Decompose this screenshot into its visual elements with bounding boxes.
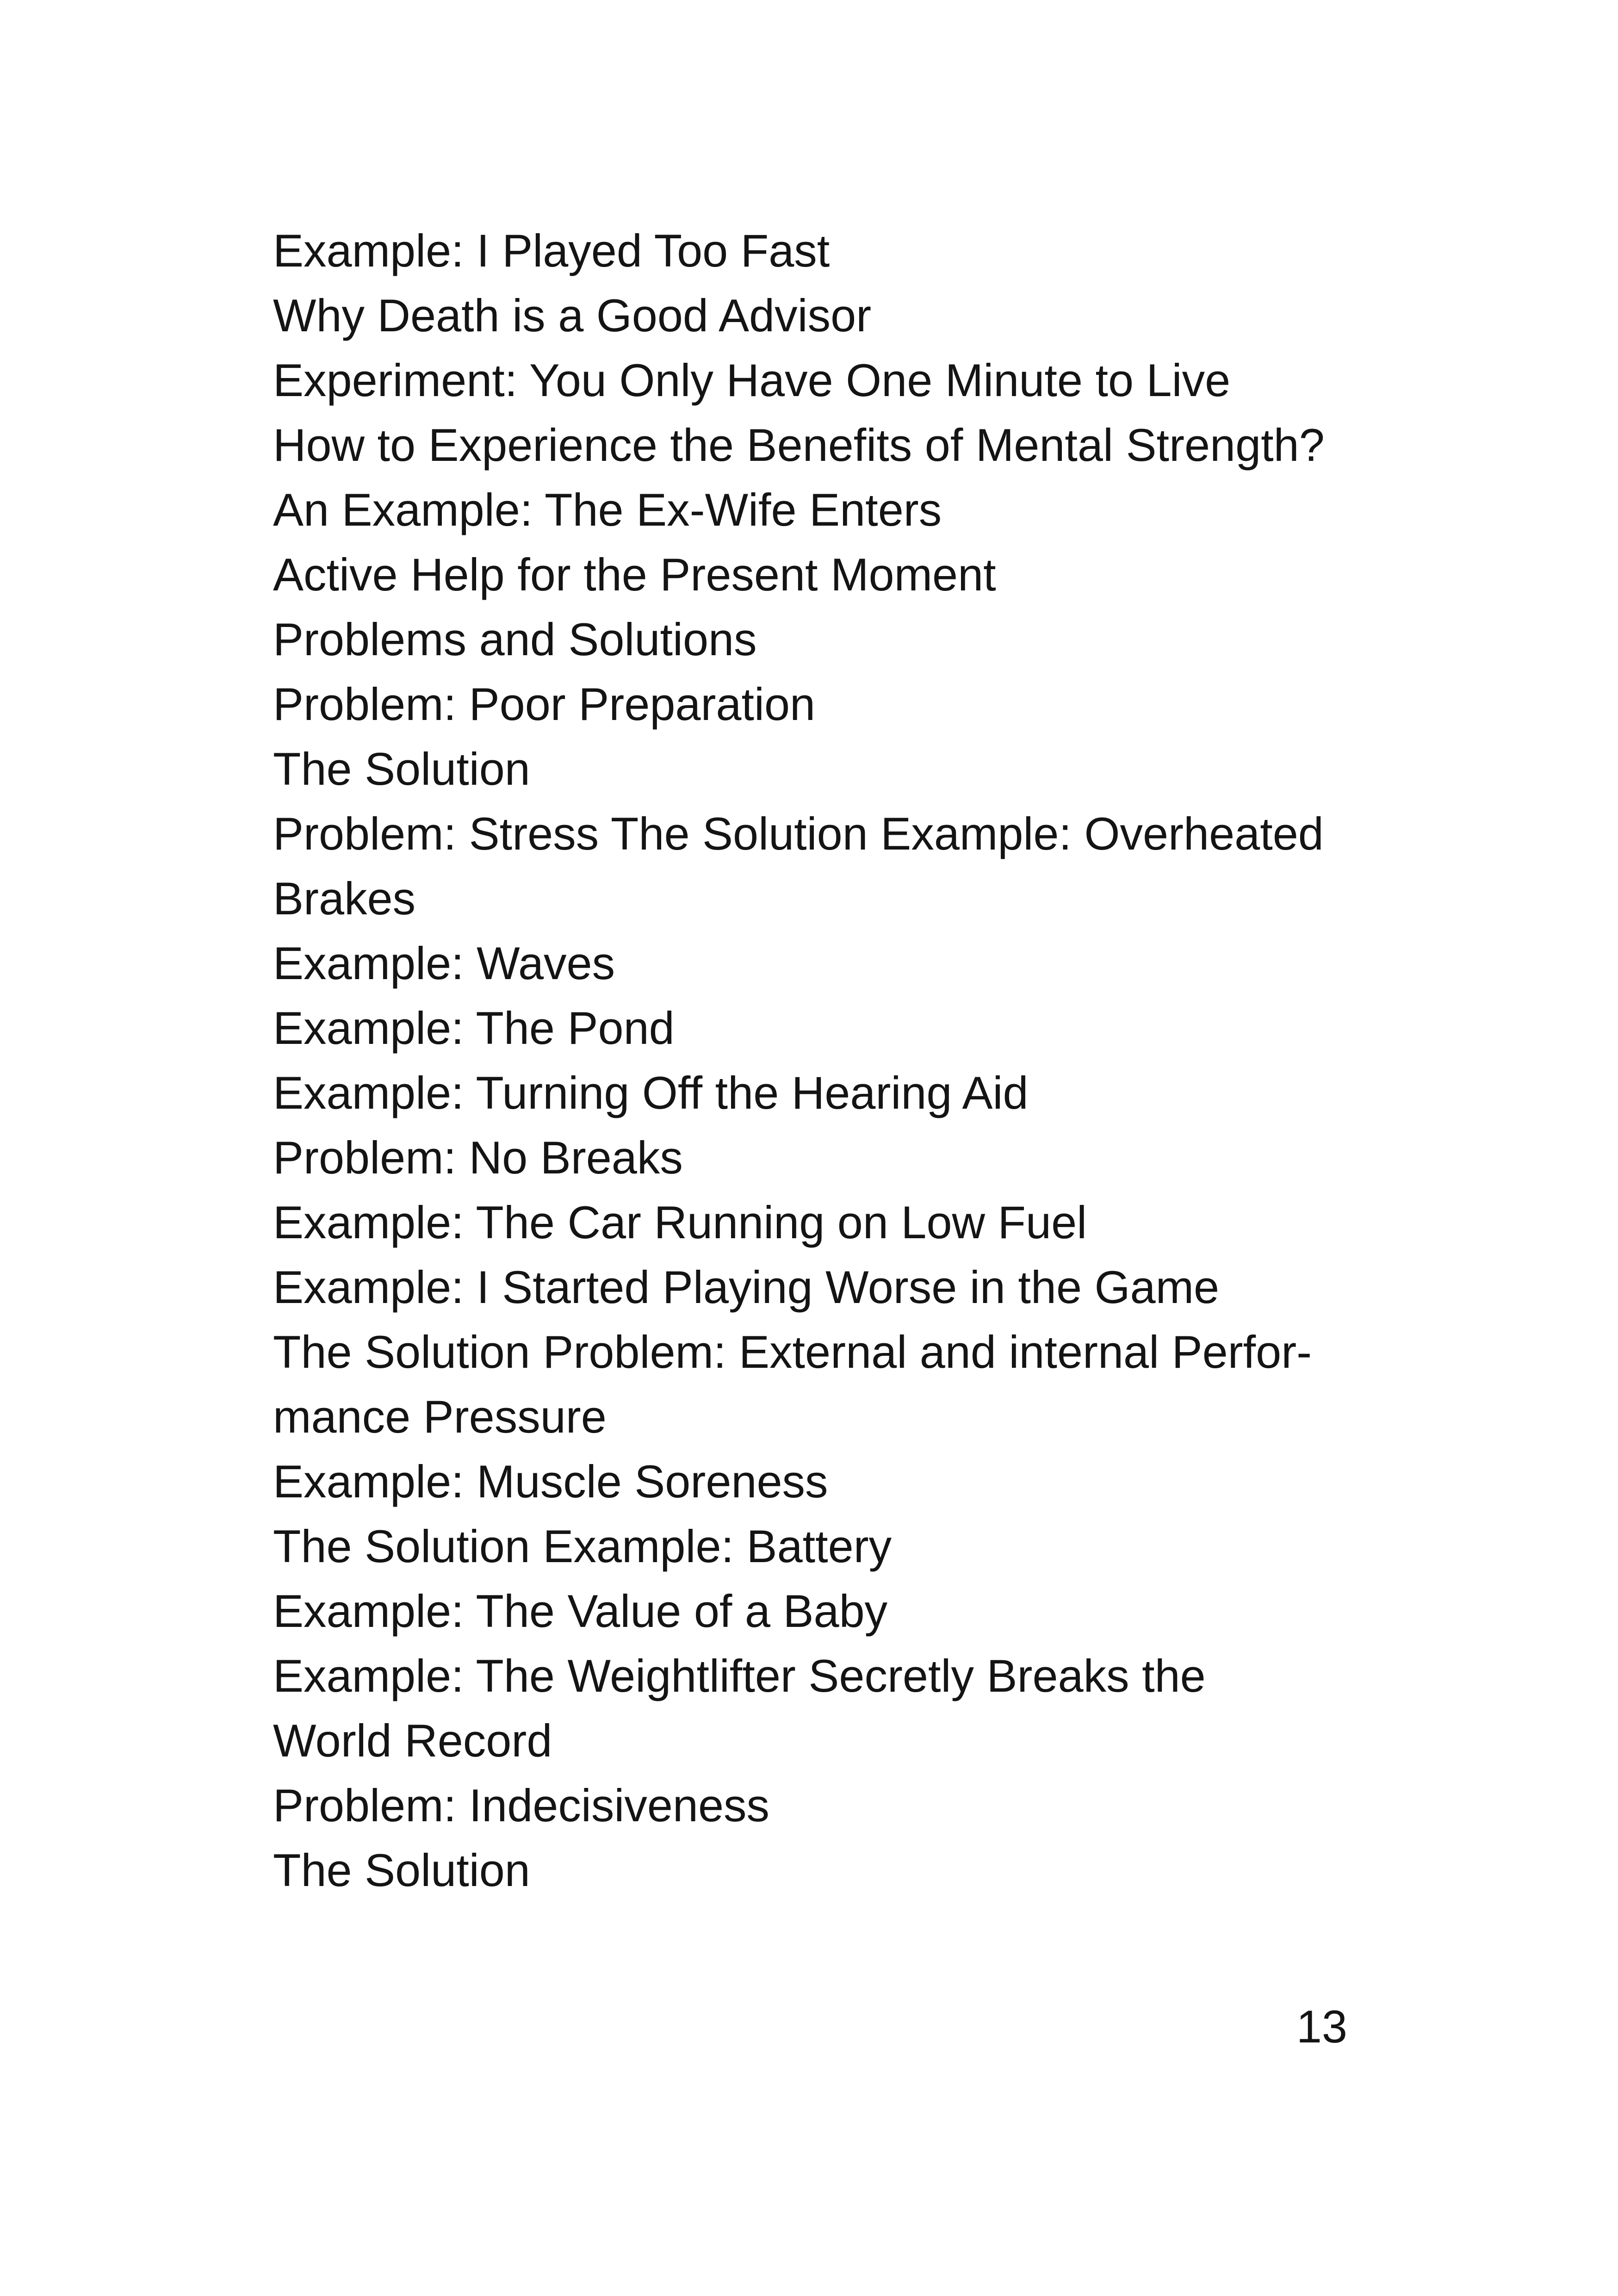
toc-line: Experiment: You Only Have One Minute to Live [273, 354, 1231, 406]
toc-line: Problem: Indecisiveness [273, 1780, 769, 1831]
toc-line: Example: The Car Running on Low Fuel [273, 1197, 1087, 1248]
toc-line: Example: The Weightlifter Secretly Breaks the [273, 1650, 1206, 1701]
toc-line: mance Pressure [273, 1391, 607, 1442]
toc-line: An Example: The Ex-Wife Enters [273, 484, 942, 535]
toc-line: Example: Turning Off the Hearing Aid [273, 1067, 1029, 1118]
toc-line: How to Experience the Benefits of Mental Strength? [273, 419, 1325, 471]
toc-line: Brakes [273, 873, 416, 924]
toc-line: The Solution Example: Battery [273, 1520, 892, 1572]
toc-line: Why Death is a Good Advisor [273, 290, 872, 341]
toc-line: Example: I Played Too Fast [273, 225, 830, 276]
toc-line: Example: The Pond [273, 1002, 675, 1054]
page-number: 13 [1296, 2001, 1347, 2052]
toc-line: The Solution [273, 1844, 530, 1896]
toc-line: Active Help for the Present Moment [273, 549, 996, 600]
toc-line: Example: I Started Playing Worse in the Game [273, 1261, 1220, 1313]
toc-line: The Solution Problem: External and internal Perfor- [273, 1326, 1312, 1378]
toc-line: Problem: Poor Preparation [273, 678, 816, 730]
toc-line: World Record [273, 1715, 552, 1766]
toc-line: The Solution [273, 743, 530, 794]
toc-line: Example: Waves [273, 937, 615, 989]
toc-line: Example: The Value of a Baby [273, 1585, 888, 1637]
toc-line: Problem: No Breaks [273, 1132, 683, 1183]
table-of-contents [273, 218, 1356, 1903]
toc-line: Example: Muscle Soreness [273, 1456, 828, 1507]
toc-line: Problems and Solutions [273, 614, 757, 665]
toc-line: Problem: Stress The Solution Example: Overheated [273, 808, 1324, 859]
